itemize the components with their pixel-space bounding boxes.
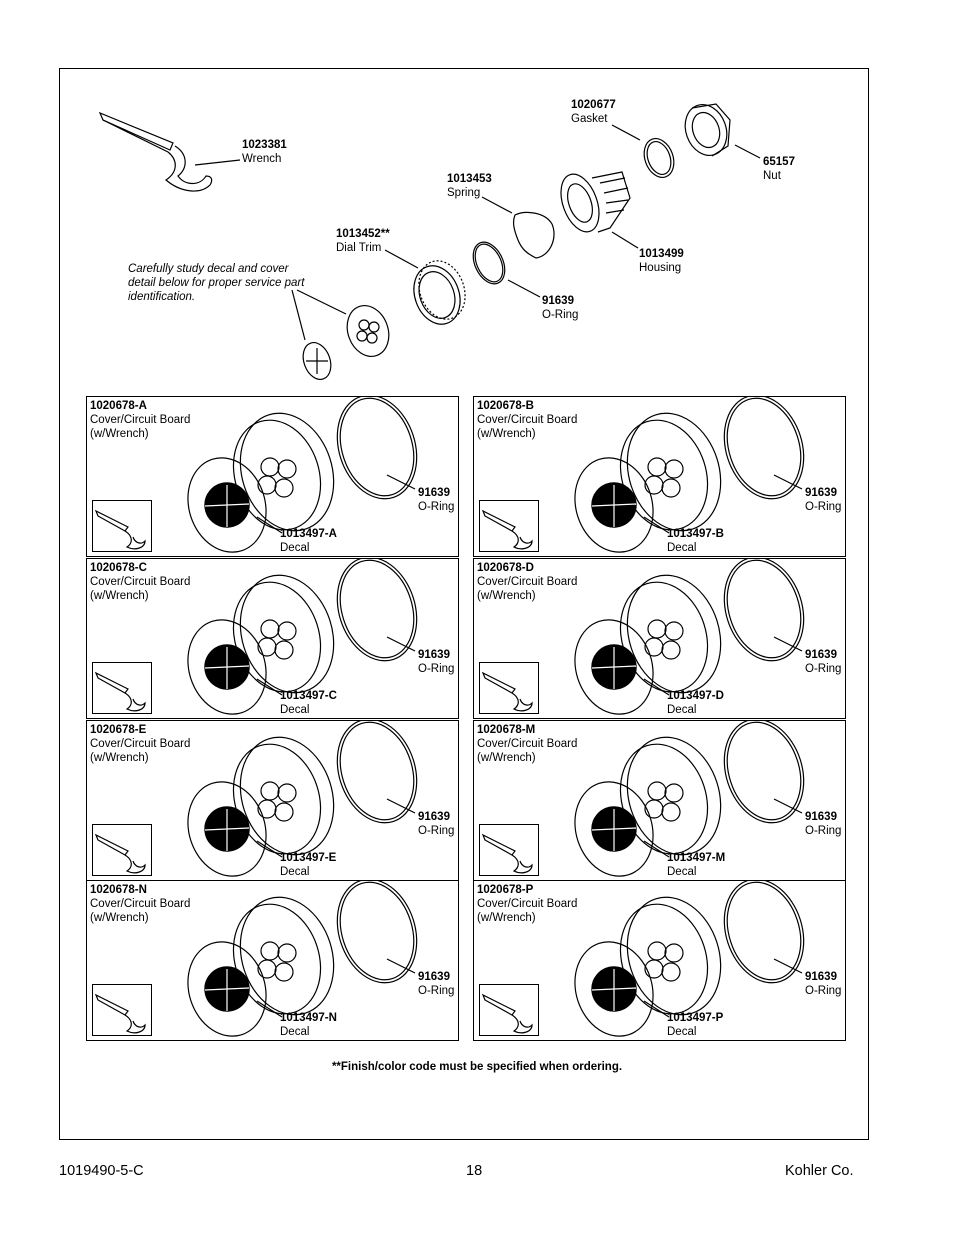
nut-icon: [678, 99, 760, 162]
wrench-box: [92, 824, 152, 876]
cover-icon: [613, 885, 736, 1027]
decal-label: 1013497-D Decal: [667, 690, 724, 716]
part-number: 1020678-C: [90, 562, 147, 574]
wrench-box: [479, 984, 539, 1036]
wrench-label: 1023381 Wrench: [242, 139, 287, 165]
doc-number: 1019490-5-C: [59, 1163, 144, 1179]
part-number: 1020678-A: [90, 400, 147, 412]
cover-panel: [473, 720, 846, 881]
panel-title: [477, 399, 577, 441]
wrench-icon: [480, 501, 538, 551]
part-note: (w/Wrench): [477, 912, 536, 924]
wrench-icon: [93, 985, 151, 1035]
identification-note: Carefully study decal and cover detail below for proper service part identification.: [128, 263, 305, 303]
oring-label: 91639 O-Ring: [418, 811, 455, 837]
part-name: Cover/Circuit Board: [90, 576, 191, 588]
company-name: Kohler Co.: [785, 1163, 854, 1179]
part-name: Cover/Circuit Board: [90, 414, 191, 426]
cover-icon: [340, 300, 395, 363]
part-number: 1020678-M: [477, 724, 536, 736]
oring-label: 91639 O-Ring: [418, 487, 455, 513]
oring-icon: [467, 237, 540, 297]
oring-label: 91639 O-Ring: [805, 649, 842, 675]
panel-title: [477, 883, 577, 925]
part-number: 1020678-D: [477, 562, 534, 574]
wrench-icon: [480, 663, 538, 713]
exploded-view: [0, 0, 954, 400]
wrench-box: [479, 500, 539, 552]
part-number: 1020678-E: [90, 724, 147, 736]
cover-panel: [86, 880, 459, 1041]
part-note: (w/Wrench): [90, 428, 149, 440]
part-note: (w/Wrench): [90, 590, 149, 602]
wrench-box: [92, 662, 152, 714]
decal-label: 1013497-A Decal: [280, 528, 337, 554]
panel-title: [90, 561, 190, 603]
decal-label: 1013497-N Decal: [280, 1012, 337, 1038]
oring-label: 91639 O-Ring: [805, 487, 842, 513]
wrench-icon: [480, 825, 538, 875]
oring-label: 91639 O-Ring: [542, 295, 579, 321]
nut-label: 65157 Nut: [763, 156, 795, 182]
decal-label: 1013497-E Decal: [280, 852, 337, 878]
part-name: Cover/Circuit Board: [477, 738, 578, 750]
decal-label: 1013497-M Decal: [667, 852, 726, 878]
wrench-box: [92, 500, 152, 552]
part-number: 1020678-N: [90, 884, 147, 896]
part-note: (w/Wrench): [477, 428, 536, 440]
decal-label: 1013497-C Decal: [280, 690, 337, 716]
housing-label: 1013499 Housing: [639, 248, 684, 274]
cover-icon: [613, 725, 736, 867]
wrench-box: [92, 984, 152, 1036]
part-name: Cover/Circuit Board: [477, 414, 578, 426]
panel-title: [90, 723, 190, 765]
panel-title: [477, 723, 577, 765]
spring-label: 1013453 Spring: [447, 173, 492, 199]
part-number: 1020678-B: [477, 400, 534, 412]
wrench-box: [479, 662, 539, 714]
cover-icon: [226, 725, 349, 867]
part-note: (w/Wrench): [90, 752, 149, 764]
oring-label: 91639 O-Ring: [418, 649, 455, 675]
decal-label: 1013497-B Decal: [667, 528, 724, 554]
cover-icon: [226, 563, 349, 705]
cover-panel: [86, 720, 459, 881]
cover-panel: [473, 880, 846, 1041]
wrench-box: [479, 824, 539, 876]
finish-note: **Finish/color code must be specified when ordering.: [331, 1061, 623, 1073]
panel-title: [90, 399, 190, 441]
housing-icon: [554, 169, 638, 248]
decal-label: 1013497-P Decal: [667, 1012, 724, 1038]
cover-panel: [86, 558, 459, 719]
part-note: (w/Wrench): [90, 912, 149, 924]
part-note: (w/Wrench): [477, 590, 536, 602]
part-name: Cover/Circuit Board: [90, 738, 191, 750]
wrench-icon: [93, 825, 151, 875]
wrench-icon: [480, 985, 538, 1035]
part-number: 1020678-P: [477, 884, 534, 896]
cover-panel: [473, 396, 846, 557]
decal-icon: [298, 339, 335, 384]
part-name: Cover/Circuit Board: [477, 898, 578, 910]
wrench-icon: [93, 663, 151, 713]
oring-label: 91639 O-Ring: [805, 811, 842, 837]
cover-icon: [226, 885, 349, 1027]
cover-panel: [473, 558, 846, 719]
panel-title: [90, 883, 190, 925]
panel-title: [477, 561, 577, 603]
dial-trim-icon: [385, 250, 473, 331]
gasket-label: 1020677 Gasket: [571, 99, 616, 125]
cover-icon: [613, 563, 736, 705]
page-number: 18: [466, 1163, 483, 1179]
dial-trim-label: 1013452** Dial Trim: [336, 228, 390, 254]
oring-label: 91639 O-Ring: [805, 971, 842, 997]
part-name: Cover/Circuit Board: [477, 576, 578, 588]
part-note: (w/Wrench): [477, 752, 536, 764]
oring-label: 91639 O-Ring: [418, 971, 455, 997]
cover-icon: [613, 401, 736, 543]
wrench-icon: [100, 113, 240, 191]
wrench-icon: [93, 501, 151, 551]
part-name: Cover/Circuit Board: [90, 898, 191, 910]
cover-panel: [86, 396, 459, 557]
cover-icon: [226, 401, 349, 543]
